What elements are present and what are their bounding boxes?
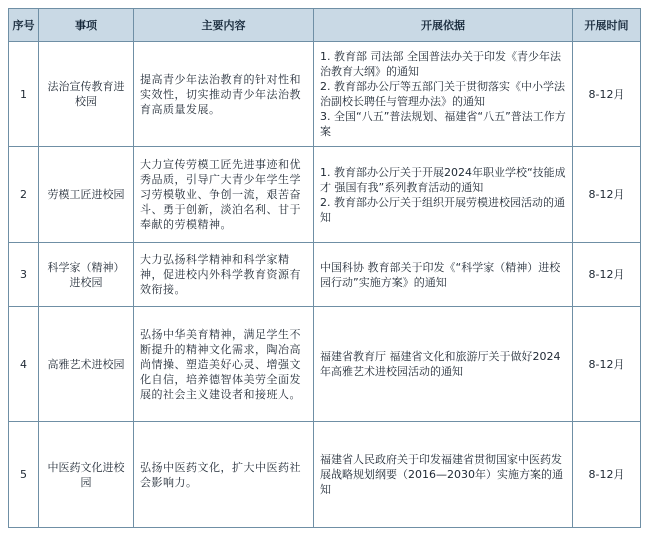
basis-line: 福建省人民政府关于印发福建省贯彻国家中医药发展战略规划纲要（2016—2030年）实施方案的通知 bbox=[320, 453, 563, 496]
row-content: 大力宣传劳模工匠先进事迹和优秀品质，引导广大青少年学生学习劳模敬业、争创一流，艰苦奋斗、勇于创新，淡泊名利、甘于奉献的劳模精神。 bbox=[134, 147, 314, 243]
row-item: 中医药文化进校园 bbox=[39, 422, 134, 528]
basis-line: 3. 全国“八五”普法规划、福建省“八五”普法工作方案 bbox=[320, 110, 566, 138]
activity-schedule-table bbox=[8, 8, 641, 528]
basis-line: 中国科协 教育部关于印发《“科学家（精神）进校园行动”实施方案》的通知 bbox=[320, 260, 561, 289]
table-row bbox=[9, 307, 641, 422]
header-time: 开展时间 bbox=[573, 9, 641, 42]
table-row bbox=[9, 42, 641, 147]
header-basis: 开展依据 bbox=[314, 9, 573, 42]
row-item: 科学家（精神）进校园 bbox=[39, 243, 134, 307]
row-basis bbox=[314, 42, 573, 147]
row-seq: 3 bbox=[9, 243, 39, 307]
row-basis bbox=[314, 422, 573, 528]
basis-line: 2. 教育部办公厅等五部门关于贯彻落实《中小学法治副校长聘任与管理办法》的通知 bbox=[320, 80, 565, 108]
row-seq: 1 bbox=[9, 42, 39, 147]
row-basis bbox=[314, 147, 573, 243]
row-basis bbox=[314, 243, 573, 307]
basis-line: 1. 教育部办公厅关于开展2024年职业学校“技能成才 强国有我”系列教育活动的通知 bbox=[320, 165, 566, 194]
row-seq: 4 bbox=[9, 307, 39, 422]
row-basis bbox=[314, 307, 573, 422]
row-content: 大力弘扬科学精神和科学家精神，促进校内外科学教育资源有效衔接。 bbox=[134, 243, 314, 307]
row-time: 8-12月 bbox=[573, 147, 641, 243]
row-content: 提高青少年法治教育的针对性和实效性，切实推动青少年法治教育高质量发展。 bbox=[134, 42, 314, 147]
row-time: 8-12月 bbox=[573, 307, 641, 422]
basis-line: 1. 教育部 司法部 全国普法办关于印发《青少年法治教育大纲》的通知 bbox=[320, 50, 561, 78]
table-row bbox=[9, 422, 641, 528]
row-seq: 5 bbox=[9, 422, 39, 528]
row-item: 法治宣传教育进校园 bbox=[39, 42, 134, 147]
header-content: 主要内容 bbox=[134, 9, 314, 42]
table-row bbox=[9, 243, 641, 307]
header-row bbox=[9, 9, 641, 42]
row-time: 8-12月 bbox=[573, 422, 641, 528]
row-item: 劳模工匠进校园 bbox=[39, 147, 134, 243]
row-content: 弘扬中医药文化，扩大中医药社会影响力。 bbox=[134, 422, 314, 528]
table-row bbox=[9, 147, 641, 243]
header-seq: 序号 bbox=[9, 9, 39, 42]
row-content: 弘扬中华美育精神，满足学生不断提升的精神文化需求，陶冶高尚情操、塑造美好心灵、增强文化自信，培养德智体美劳全面发展的社会主义建设者和接班人。 bbox=[134, 307, 314, 422]
header-item: 事项 bbox=[39, 9, 134, 42]
basis-line: 福建省教育厅 福建省文化和旅游厅关于做好2024年高雅艺术进校园活动的通知 bbox=[320, 350, 561, 378]
row-time: 8-12月 bbox=[573, 243, 641, 307]
row-time: 8-12月 bbox=[573, 42, 641, 147]
basis-line: 2. 教育部办公厅关于组织开展劳模进校园活动的通知 bbox=[320, 195, 565, 224]
row-item: 高雅艺术进校园 bbox=[39, 307, 134, 422]
row-seq: 2 bbox=[9, 147, 39, 243]
